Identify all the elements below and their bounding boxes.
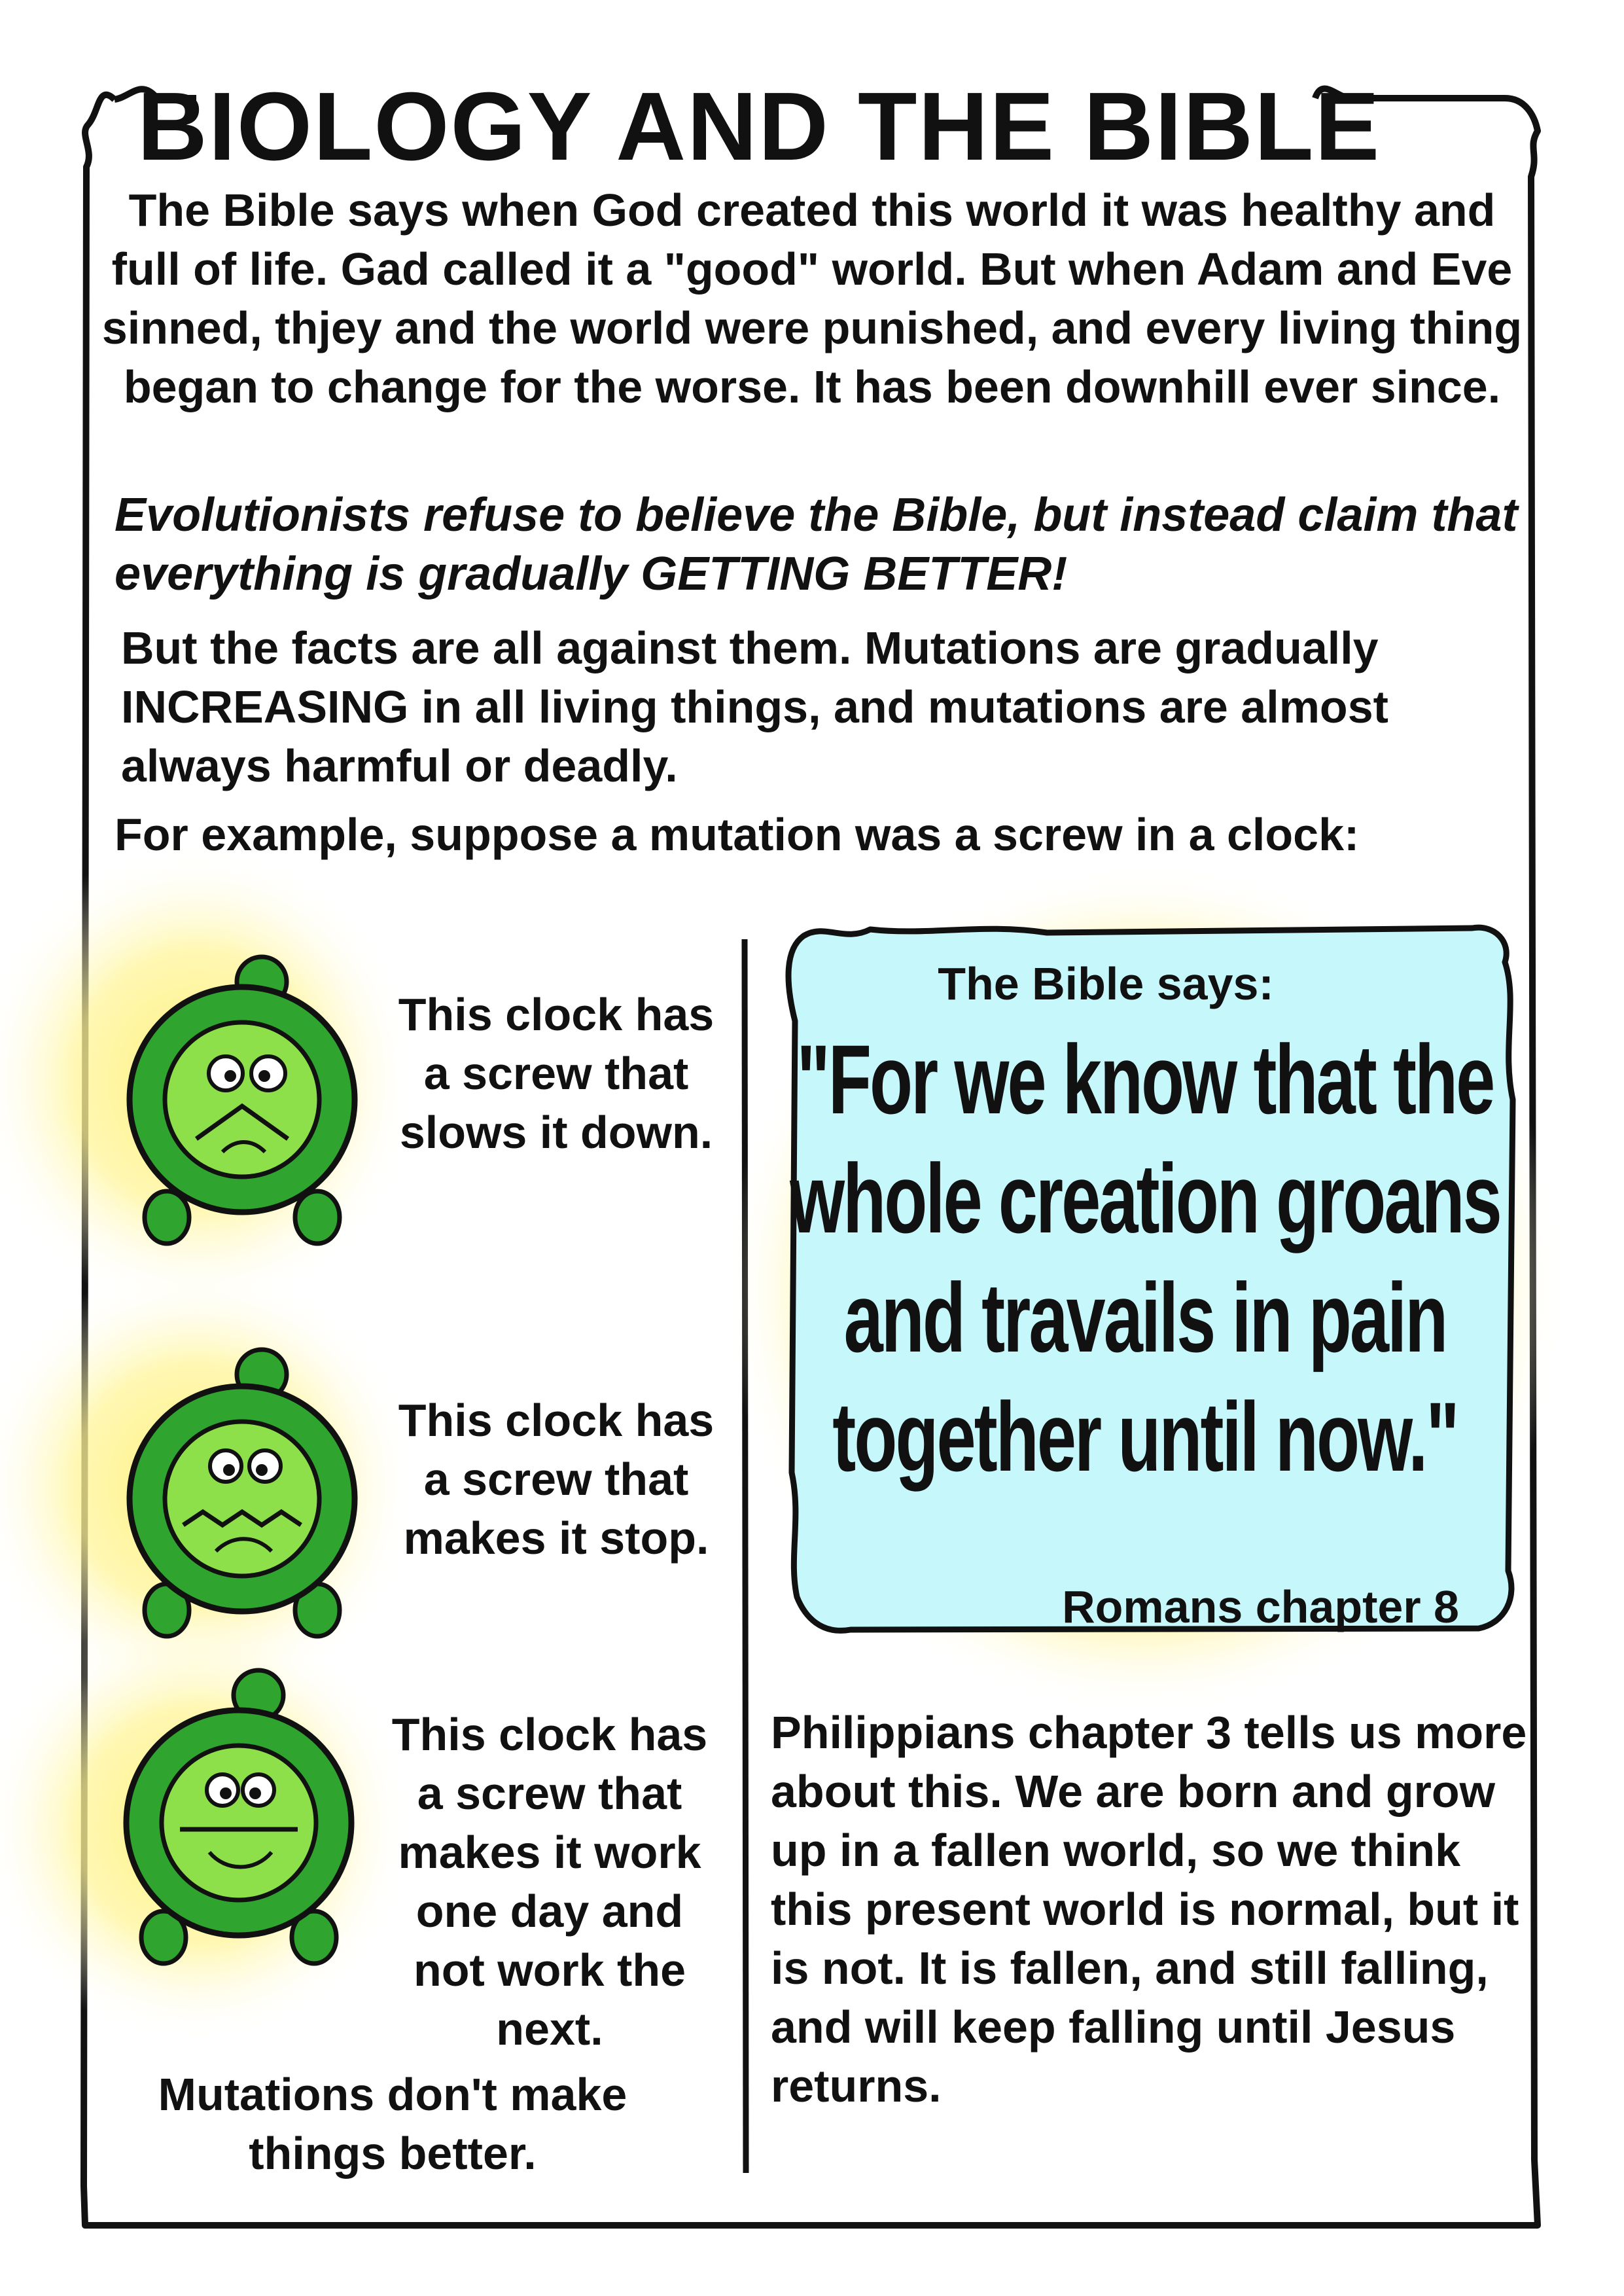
- mutations-note: Mutations don't make things better.: [158, 2069, 627, 2179]
- example-paragraph: For example, suppose a mutation was a screw in a clock:: [115, 809, 1360, 860]
- intro-paragraph: The Bible says when God created this world it was healthy and full of life. Gad called it a "good" world. But when Adam and Eve sinned, thjey and the world were punished, and every living thing began to change for the worse. It has been downhill ever since.: [101, 185, 1523, 412]
- bible-box-heading: The Bible says:: [938, 958, 1274, 1009]
- slow-clock-caption: This clock has a screw that slows it down.: [398, 989, 715, 1158]
- bible-verse-text: "For we know that the whole creation groans and travails in pain together until now.": [790, 1024, 1500, 1492]
- stopped-clock-caption: This clock has a screw that makes it stop.: [398, 1395, 715, 1564]
- bible-verse-reference: Romans chapter 8: [1062, 1581, 1459, 1632]
- intermittent-clock-caption: This clock has a screw that makes it work one day and not work the next.: [391, 1709, 708, 2054]
- facts-paragraph: But the facts are all against them. Mutations are gradually INCREASING in all living things, and mutations are almost always harmful or deadly.: [121, 622, 1388, 791]
- page-title: BIOLOGY AND THE BIBLE: [137, 73, 1381, 181]
- bible-verse: [790, 1020, 1500, 1496]
- philippians-paragraph: Philippians chapter 3 tells us more about this. We are born and grow up in a fallen world, so we think this present world is normal, but it is not. It is fallen, and still falling, and will keep falling until Jesus returns.: [771, 1707, 1527, 2111]
- evolutionists-paragraph: Evolutionists refuse to believe the Bible, but instead claim that everything is gradually GETTING BETTER!: [115, 489, 1518, 600]
